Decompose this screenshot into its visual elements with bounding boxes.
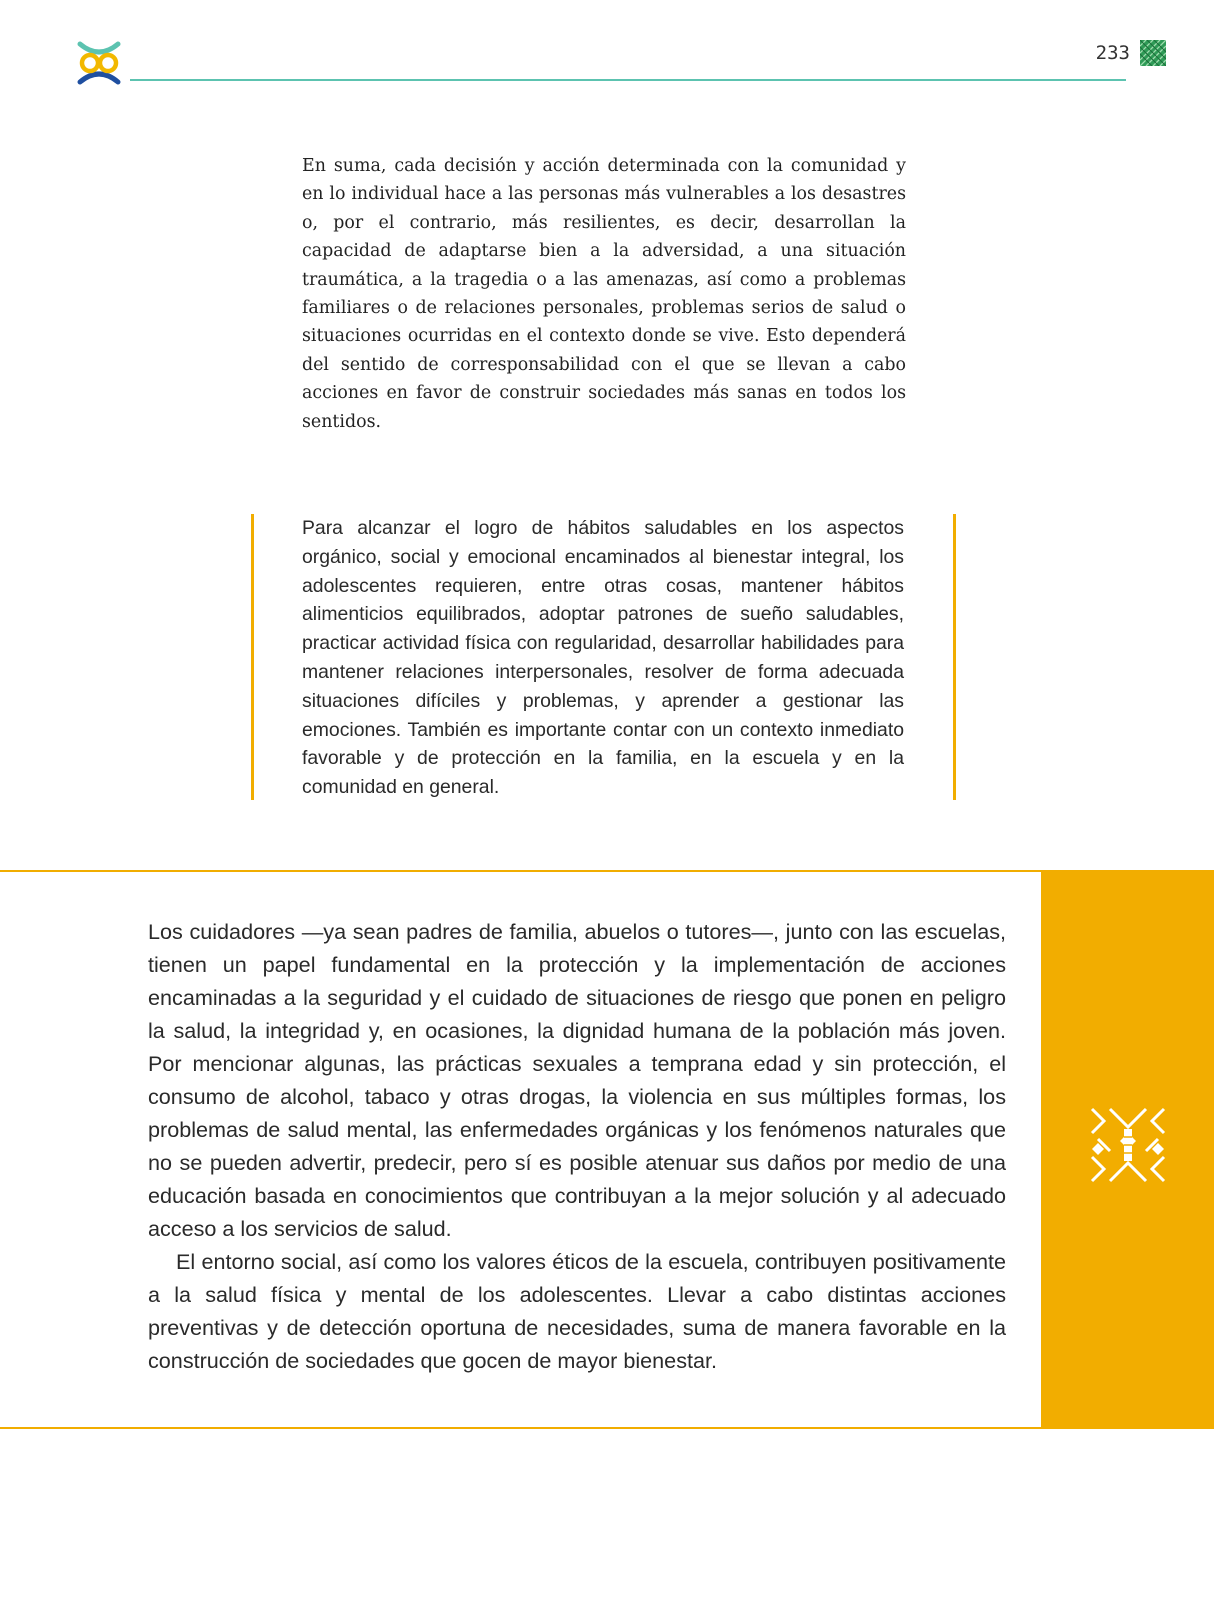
blue-yellow-interlocked-rings-logo-icon — [76, 40, 122, 86]
band-body-text — [148, 915, 1006, 1377]
band-top-rule — [0, 870, 1214, 872]
band-bottom-rule — [0, 1427, 1041, 1429]
callout-left-bar — [251, 514, 254, 800]
band-paragraph-1: Los cuidadores —ya sean padres de familia, abuelos o tutores—, junto con las escuelas, tienen un papel fundamental en la protección y la implementación de acciones encaminadas a la seguridad y el cuidado de situaciones de riesgo que ponen en peligro la salud, la integridad y, en ocasiones, la dignidad humana de la población más joven. Por mencionar algunas, las prácticas sexuales a temprana edad y sin protección, el consumo de alcohol, tabaco y otras drogas, la violencia en sus múltiples formas, los problemas de salud mental, las enfermedades orgánicas y los fenómenos naturales que no se pueden advertir, predecir, pero sí es posible atenuar sus daños por medio de una educación basada en conocimientos que contribuyan a la mejor solución y al adecuado acceso a los servicios de salud. — [148, 919, 1006, 1241]
page-number: 233 — [1095, 42, 1130, 64]
band-paragraph-2: El entorno social, así como los valores éticos de la escuela, contribuyen positivamente a la salud física y mental de los adolescentes. Llevar a cabo distintas acciones preventivas y de detección oportuna de necesidades, suma de manera favorable en la construcción de sociedades que gocen de mayor bienestar. — [148, 1249, 1006, 1373]
green-woven-pattern-icon — [1140, 40, 1166, 66]
header-rule — [130, 79, 1126, 81]
callout-right-bar — [953, 514, 956, 800]
callout-text: Para alcanzar el logro de hábitos saludables en los aspectos orgánico, social y emocional encaminados al bienestar integral, los adolescentes requieren, entre otras cosas, mantener hábitos alimenticios equilibrados, adoptar patrones de sueño saludables, practicar actividad física con regularidad, desarrollar habilidades para mantener relaciones interpersonales, resolver de forma adecuada situaciones difíciles y problemas, y aprender a gestionar las emociones. También es importante contar con un contexto inmediato favorable y de protección en la familia, en la escuela y en la comunidad en general. — [302, 517, 904, 799]
intro-paragraph: En suma, cada decisión y acción determinada con la comunidad y en lo individual hace a las personas más vulnerables a los desastres o, por el contrario, más resilientes, es decir, desarrollan la capacidad de adaptarse bien a la adversidad, a una situación traumática, a la tragedia o a las amenazas, así como a problemas familiares o de relaciones personales, problemas serios de salud o situaciones ocurridas en el contexto donde se vive. Esto dependerá del sentido de corresponsabilidad con el que se llevan a cabo acciones en favor de construir sociedades más sanas en todos los sentidos. — [302, 156, 906, 432]
white-woven-textile-pattern-icon — [1090, 1107, 1166, 1183]
